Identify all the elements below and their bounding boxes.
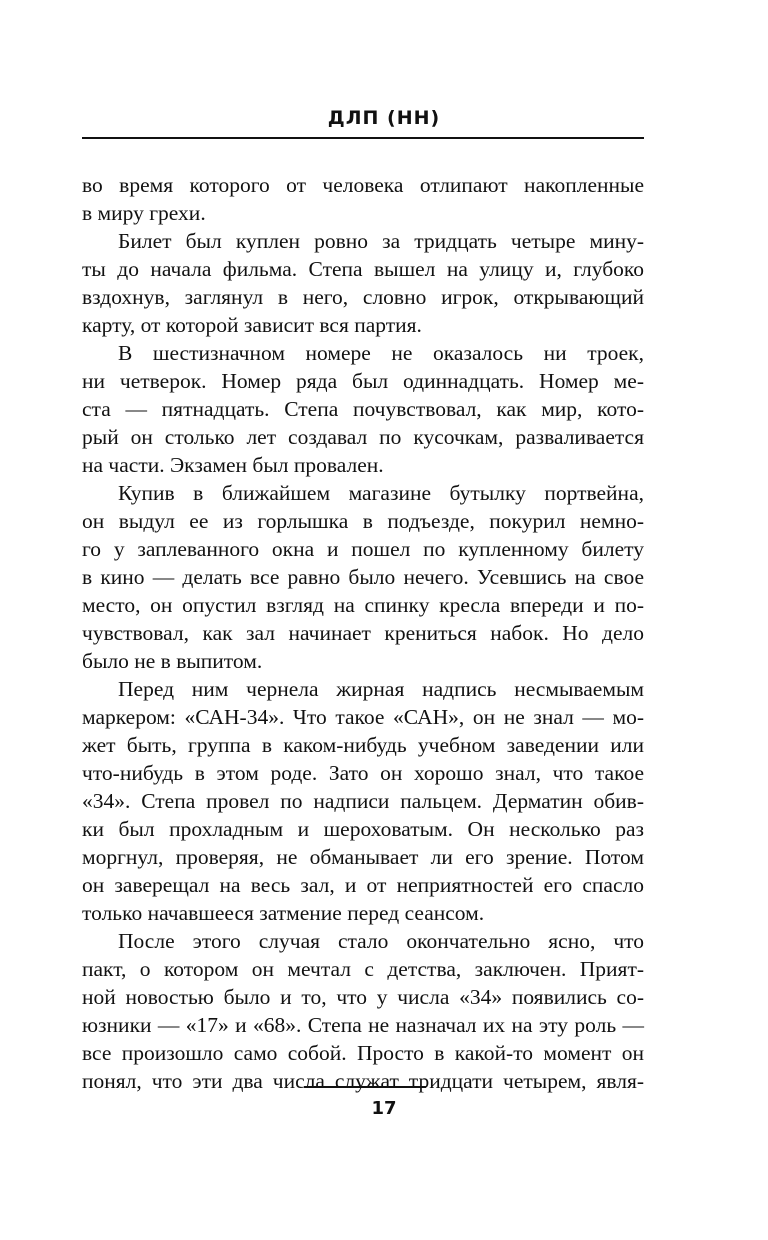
text-line: жет быть, группа в каком-нибудь учебном заведении или (82, 733, 644, 757)
paragraph (82, 675, 644, 927)
text-line: пакт, о котором он мечтал с детства, заключен. Прият- (82, 957, 644, 981)
page-number: 17 (371, 1098, 397, 1119)
text-line: карту, от которой зависит вся партия. (82, 313, 422, 337)
text-line: юзники — «17» и «68». Степа не назначал их на эту роль — (82, 1013, 644, 1037)
text-line: ной новостью было и то, что у числа «34» появились со- (82, 985, 644, 1009)
running-head: ДЛП (НН) (327, 107, 441, 129)
paragraph (82, 339, 644, 479)
text-line: понял, что эти два числа служат тридцати четырем, явля- (82, 1069, 644, 1093)
text-line: в миру грехи. (82, 201, 206, 225)
text-line: маркером: «САН-34». Что такое «САН», он не знал — мо- (82, 705, 644, 729)
text-line: он заверещал на весь зал, и от неприятностей его спасло (82, 873, 644, 897)
text-line: чувствовал, как зал начинает крениться набок. Но дело (82, 621, 644, 645)
text-line: ты до начала фильма. Степа вышел на улицу и, глубоко (82, 257, 644, 281)
text-line: рый он столько лет создавал по кусочкам, разваливается (82, 425, 644, 449)
text-line: было не в выпитом. (82, 649, 263, 673)
paragraph (82, 171, 644, 227)
text-line: моргнул, проверяя, не обманывает ли его зрение. Потом (82, 845, 644, 869)
text-line: только начавшееся затмение перед сеансом. (82, 901, 485, 925)
text-line: После этого случая стало окончательно ясно, что (118, 929, 644, 953)
text-line: Купив в ближайшем магазине бутылку портвейна, (118, 481, 644, 505)
text-line: на части. Экзамен был провален. (82, 453, 384, 477)
text-line: во время которого от человека отлипают накопленные (82, 173, 644, 197)
text-line: вздохнув, заглянул в него, словно игрок, открывающий (82, 285, 644, 309)
text-line: все произошло само собой. Просто в какой-то момент он (82, 1041, 644, 1065)
text-line: В шестизначном номере не оказалось ни троек, (118, 341, 644, 365)
header-rule (82, 137, 644, 139)
paragraph (82, 479, 644, 675)
text-line: го у заплеванного окна и пошел по купленному билету (82, 537, 644, 561)
text-line: «34». Степа провел по надписи пальцем. Дерматин обив- (82, 789, 644, 813)
text-line: место, он опустил взгляд на спинку кресла впереди и по- (82, 593, 644, 617)
text-line: ни четверок. Номер ряда был одиннадцать. Номер ме- (82, 369, 644, 393)
paragraph (82, 227, 644, 339)
text-line: в кино — делать все равно было нечего. Усевшись на свое (82, 565, 644, 589)
text-line: он выдул ее из горлышка в подъезде, покурил немно- (82, 509, 644, 533)
text-line: ста — пятнадцать. Степа почувствовал, как мир, кото- (82, 397, 644, 421)
text-line: что-нибудь в этом роде. Зато он хорошо знал, что такое (82, 761, 644, 785)
paragraph (82, 927, 644, 1095)
footer-rule (304, 1086, 426, 1088)
text-line: ки был прохладным и шероховатым. Он несколько раз (82, 817, 644, 841)
text-line: Билет был куплен ровно за тридцать четыре мину- (118, 229, 644, 253)
body-text (82, 171, 644, 1095)
text-line: Перед ним чернела жирная надпись несмываемым (118, 677, 644, 701)
